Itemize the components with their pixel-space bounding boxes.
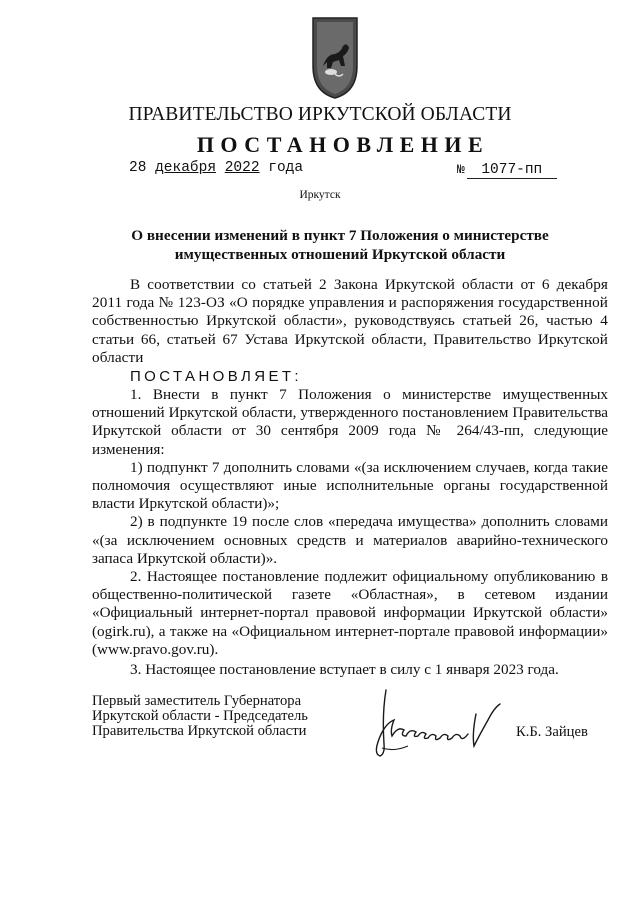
signer-name: К.Б. Зайцев bbox=[516, 724, 588, 740]
preamble-paragraph: В соответствии со статьей 2 Закона Иркутской области от 6 декабря 2011 года № 123-ОЗ «О порядке управления и распоряжения государственной собственностью Иркутской области», руководствуясь статьей 26, частью 4 статьи 66, статьей 67 Устава Иркутской области, Правительство Иркутской области bbox=[92, 276, 608, 366]
city: Иркутск bbox=[299, 189, 341, 201]
signer-position-line-2: Иркутской области - Председатель bbox=[92, 708, 308, 724]
subject-line-1: О внесении изменений в пункт 7 Положения о министерстве bbox=[131, 227, 549, 244]
handwritten-signature bbox=[364, 684, 508, 764]
item-1-subitem-2: 2) в подпункте 19 после слов «передача имущества» дополнить словами «(за исключением основных средств и материалов аварийно-технического запаса Иркутской области)». bbox=[92, 513, 608, 567]
resolves-heading: ПОСТАНОВЛЯЕТ: bbox=[130, 368, 303, 386]
document-type: ПОСТАНОВЛЕНИЕ bbox=[196, 132, 490, 157]
document-subject bbox=[120, 226, 560, 264]
item-1-subitem-1: 1) подпункт 7 дополнить словами «(за исключением случаев, когда такие полномочия осуществляют иные исполнительные органы государственной власти Иркутской области)»; bbox=[92, 458, 608, 513]
government-title: ПРАВИТЕЛЬСТВО ИРКУТСКОЙ ОБЛАСТИ bbox=[128, 104, 512, 125]
date-year: 2022 bbox=[224, 160, 260, 176]
document-body bbox=[92, 276, 608, 679]
document-date bbox=[129, 160, 303, 176]
number-value: 1077-пп bbox=[467, 162, 557, 179]
signer-position-line-3: Правительства Иркутской области bbox=[92, 723, 307, 739]
document-number bbox=[457, 162, 557, 179]
signer-position bbox=[92, 694, 308, 739]
item-2-paragraph: 2. Настоящее постановление подлежит официальному опубликованию в общественно-политической газете «Областная», в сетевом издании «Официальный интернет-портал правовой информации Иркутской области» (ogirk.ru), а также на «Официальном интернет-портале правовой информации» (www.pravo.gov.ru). bbox=[92, 568, 608, 658]
coat-of-arms-icon bbox=[309, 14, 361, 100]
item-3-paragraph: 3. Настоящее постановление вступает в силу с 1 января 2023 года. bbox=[130, 661, 559, 679]
date-suffix: года bbox=[268, 160, 304, 176]
item-1-paragraph: 1. Внести в пункт 7 Положения о министерстве имущественных отношений Иркутской области, утвержденного постановлением Правительства Иркутской области от 30 сентября 2009 года № 264/43-пп, следующие изменения: bbox=[92, 386, 608, 458]
signer-position-line-1: Первый заместитель Губернатора bbox=[92, 693, 302, 709]
date-month: декабря bbox=[155, 160, 217, 176]
subject-line-2: имущественных отношений Иркутской области bbox=[174, 246, 506, 263]
number-sign: № bbox=[457, 162, 465, 177]
date-day: 28 bbox=[129, 160, 147, 176]
